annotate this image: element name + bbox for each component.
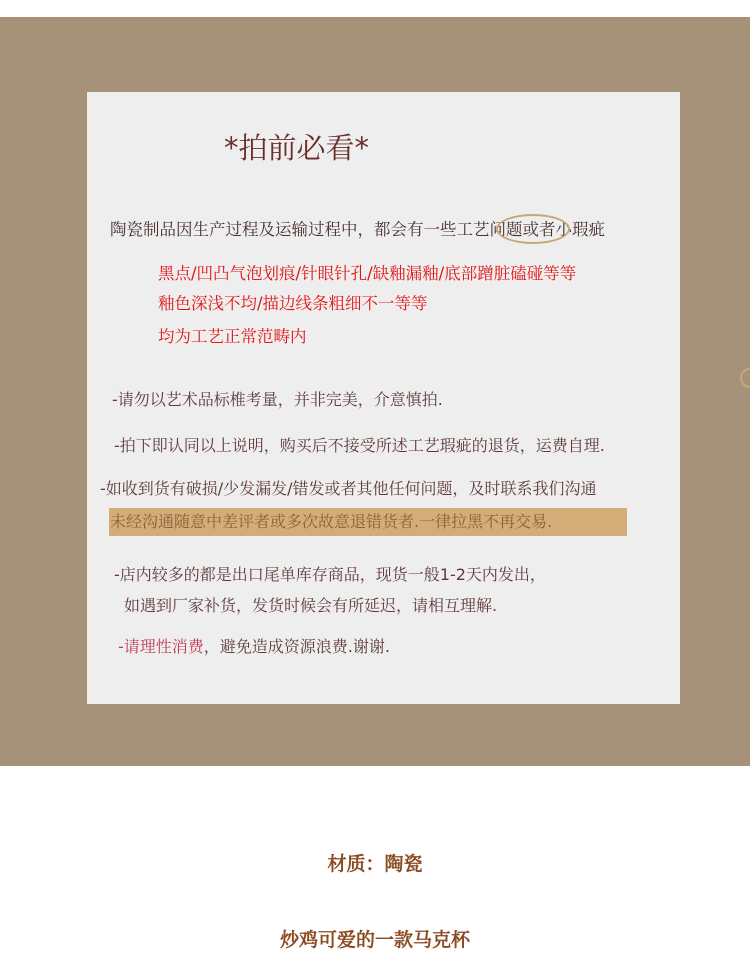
shipping-note-line-1: -店内较多的都是出口尾单库存商品，现货一般1-2天内发出， xyxy=(114,565,546,584)
notice-title: *拍前必看* xyxy=(223,131,369,165)
rule-blacklist: 未经沟通随意中差评者或多次故意退错货者.一律拉黑不再交易. xyxy=(110,512,553,531)
rule-art-standard: -请勿以艺术品标椎考量，并非完美，介意慎拍. xyxy=(112,390,443,409)
notice-intro: 陶瓷制品因生产过程及运输过程中，都会有一些工艺问题或者小瑕疵 xyxy=(110,220,605,239)
product-material: 材质：陶瓷 xyxy=(327,853,423,875)
defect-line-2: 釉色深浅不均/描边线条粗细不一等等 xyxy=(158,294,428,313)
circle-annotation-mark xyxy=(496,214,570,244)
defect-line-1: 黑点/凹凸气泡划痕/针眼针孔/缺釉漏釉/底部蹭脏磕碰等等 xyxy=(158,264,577,283)
rule-damage-contact: -如收到货有破损/少发漏发/错发或者其他任何问题，及时联系我们沟通 xyxy=(100,479,597,498)
rational-prefix: -请理性消费 xyxy=(118,637,204,656)
shipping-note-line-2: 如遇到厂家补货，发货时候会有所延迟，请相互理解. xyxy=(124,596,498,615)
rational-consumption-note xyxy=(118,637,390,657)
rule-agreement: -拍下即认同以上说明，购买后不接受所述工艺瑕疵的退货，运费自理. xyxy=(114,436,605,455)
defect-line-3: 均为工艺正常范畴内 xyxy=(158,327,307,346)
product-tagline: 炒鸡可爱的一款马克杯 xyxy=(279,929,470,951)
rational-rest: ，避免造成资源浪费.谢谢. xyxy=(203,637,390,656)
